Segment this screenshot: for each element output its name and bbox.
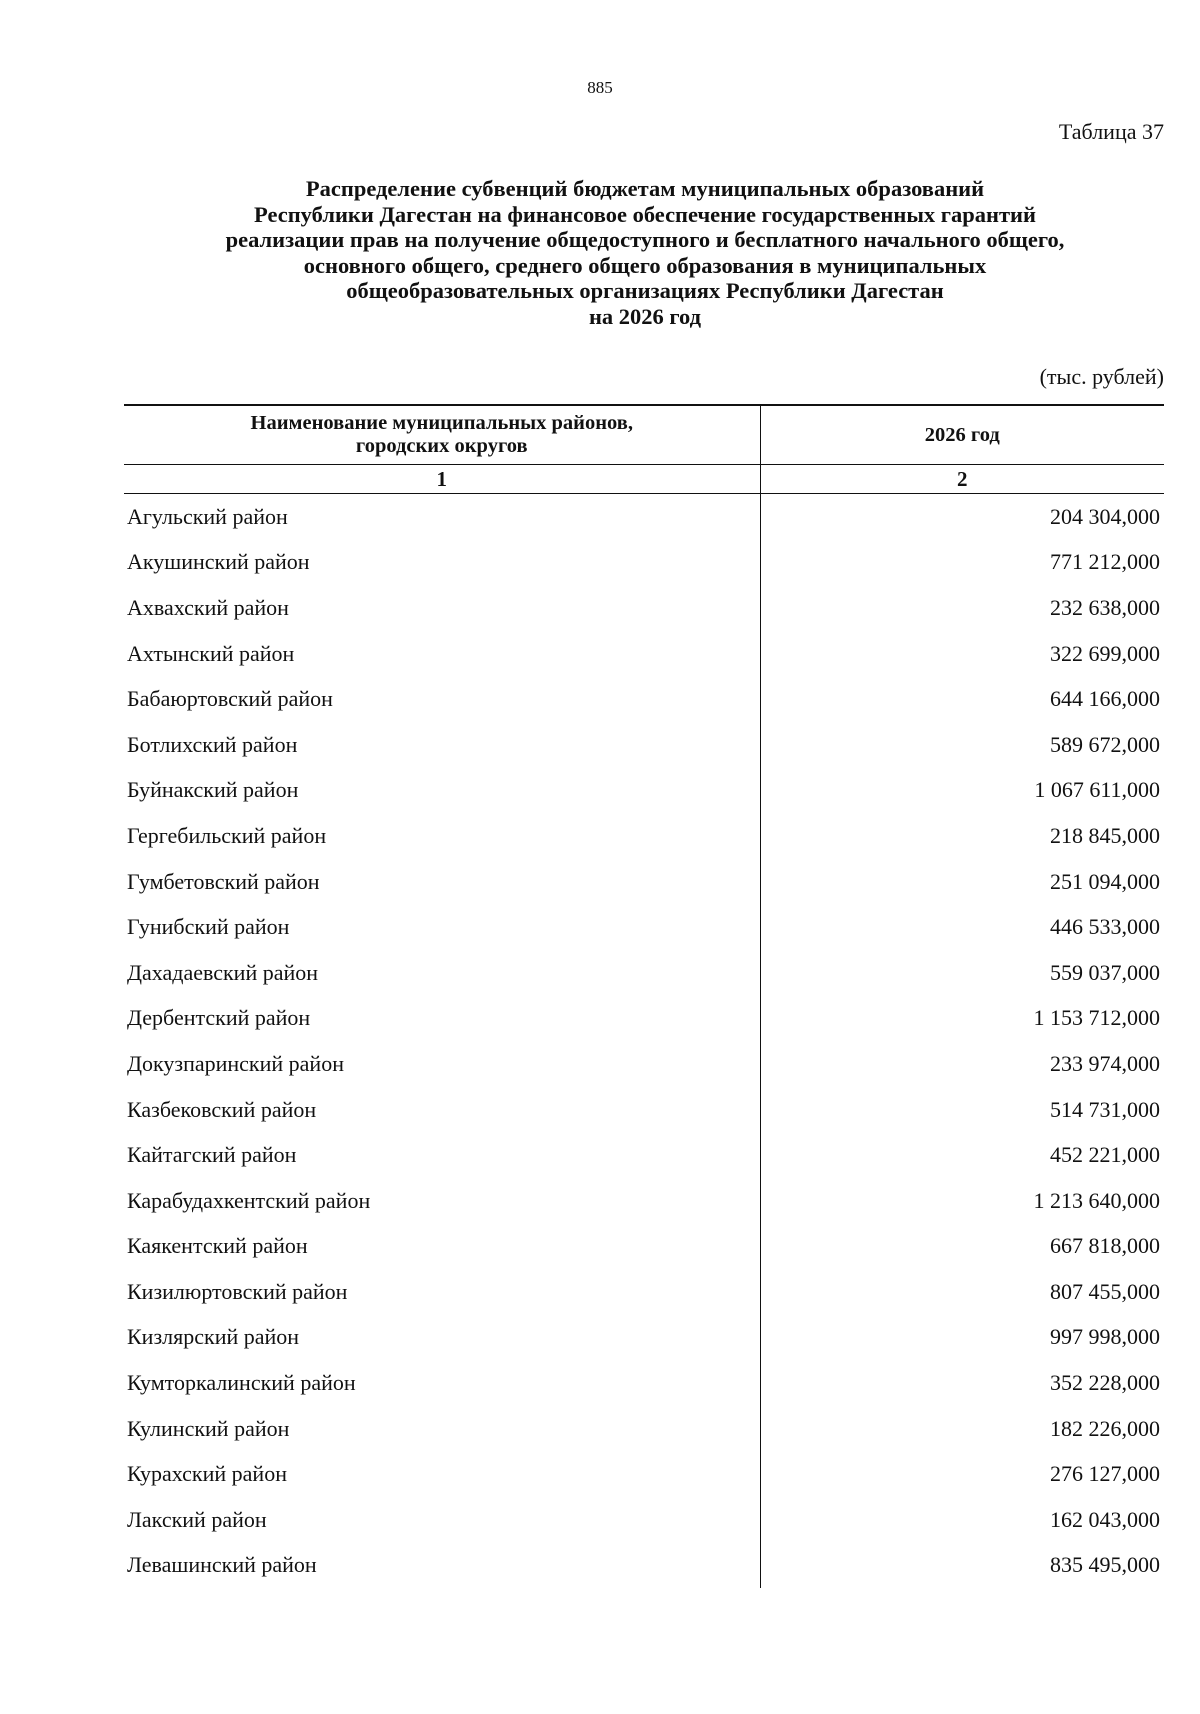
table-row bbox=[124, 1041, 1164, 1087]
table-row bbox=[124, 1178, 1164, 1224]
subvention-amount: 589 672,000 bbox=[1050, 731, 1160, 757]
district-name: Кизилюртовский район bbox=[124, 1269, 760, 1315]
table-row bbox=[124, 1224, 1164, 1270]
district-name: Гергебильский район bbox=[124, 813, 760, 859]
subvention-amount: 1 153 712,000 bbox=[1033, 1005, 1160, 1031]
district-name: Курахский район bbox=[124, 1451, 760, 1497]
table-column-number-row bbox=[124, 465, 1164, 494]
table-row bbox=[124, 631, 1164, 677]
table-row bbox=[124, 1497, 1164, 1543]
title-line: основного общего, среднего общего образования в муниципальных bbox=[303, 252, 987, 278]
title-line: на 2026 год bbox=[588, 303, 702, 329]
distribution-table bbox=[124, 404, 1164, 1588]
table-row bbox=[124, 540, 1164, 586]
district-name: Докузпаринский район bbox=[124, 1041, 760, 1087]
page-number: 885 bbox=[587, 78, 613, 97]
subvention-amount: 446 533,000 bbox=[1050, 914, 1160, 940]
subvention-amount: 1 213 640,000 bbox=[1033, 1187, 1160, 1213]
document-title bbox=[120, 176, 1170, 329]
table-row bbox=[124, 722, 1164, 768]
district-name: Кайтагский район bbox=[124, 1132, 760, 1178]
table-row bbox=[124, 1087, 1164, 1133]
subvention-amount: 559 037,000 bbox=[1050, 959, 1160, 985]
subvention-amount: 835 495,000 bbox=[1050, 1552, 1160, 1578]
subvention-amount: 251 094,000 bbox=[1050, 868, 1160, 894]
table-row bbox=[124, 1315, 1164, 1361]
table-row bbox=[124, 494, 1164, 540]
title-line: Распределение субвенций бюджетам муниципальных образований bbox=[305, 176, 985, 201]
header-name-line2: городских округов bbox=[355, 435, 528, 457]
district-name: Кумторкалинский район bbox=[124, 1360, 760, 1406]
subvention-amount: 807 455,000 bbox=[1050, 1278, 1160, 1304]
subvention-amount: 182 226,000 bbox=[1050, 1415, 1160, 1441]
distribution-table-container bbox=[124, 404, 1164, 1588]
district-name: Кулинский район bbox=[124, 1406, 760, 1452]
table-row bbox=[124, 996, 1164, 1042]
table-row bbox=[124, 1360, 1164, 1406]
district-name: Казбековский район bbox=[124, 1087, 760, 1133]
district-name: Ахвахский район bbox=[124, 585, 760, 631]
title-line: Республики Дагестан на финансовое обеспечение государственных гарантий bbox=[254, 201, 1036, 227]
table-row bbox=[124, 859, 1164, 905]
table-row bbox=[124, 1406, 1164, 1452]
subvention-amount: 997 998,000 bbox=[1050, 1324, 1160, 1350]
district-name: Гунибский район bbox=[124, 904, 760, 950]
district-name: Дахадаевский район bbox=[124, 950, 760, 996]
subvention-amount: 771 212,000 bbox=[1050, 549, 1160, 575]
district-name: Гумбетовский район bbox=[124, 859, 760, 905]
table-row bbox=[124, 676, 1164, 722]
district-name: Буйнакский район bbox=[124, 768, 760, 814]
table-header-row bbox=[124, 405, 1164, 465]
district-name: Лакский район bbox=[124, 1497, 760, 1543]
subvention-amount: 276 127,000 bbox=[1050, 1461, 1160, 1487]
subvention-amount: 162 043,000 bbox=[1050, 1506, 1160, 1532]
table-row bbox=[124, 1451, 1164, 1497]
column-number-2: 2 bbox=[760, 465, 1164, 494]
table-row bbox=[124, 768, 1164, 814]
subvention-amount: 232 638,000 bbox=[1050, 594, 1160, 620]
district-name: Ахтынский район bbox=[124, 631, 760, 677]
table-label: Таблица 37 bbox=[1058, 119, 1164, 144]
district-name: Карабудахкентский район bbox=[124, 1178, 760, 1224]
header-name-line1: Наименование муниципальных районов, bbox=[250, 412, 633, 434]
subvention-amount: 667 818,000 bbox=[1050, 1233, 1160, 1259]
table-body bbox=[124, 494, 1164, 1589]
table-row bbox=[124, 904, 1164, 950]
subvention-amount: 644 166,000 bbox=[1050, 686, 1160, 712]
district-name: Дербентский район bbox=[124, 996, 760, 1042]
header-name bbox=[124, 405, 760, 465]
units-label: (тыс. рублей) bbox=[1039, 364, 1164, 389]
table-row bbox=[124, 1543, 1164, 1589]
subvention-amount: 322 699,000 bbox=[1050, 640, 1160, 666]
district-name: Кизлярский район bbox=[124, 1315, 760, 1361]
district-name: Акушинский район bbox=[124, 540, 760, 586]
table-row bbox=[124, 1269, 1164, 1315]
subvention-amount: 452 221,000 bbox=[1050, 1142, 1160, 1168]
district-name: Левашинский район bbox=[124, 1543, 760, 1589]
table-row bbox=[124, 813, 1164, 859]
district-name: Агульский район bbox=[124, 494, 760, 540]
table-row bbox=[124, 1132, 1164, 1178]
subvention-amount: 218 845,000 bbox=[1050, 822, 1160, 848]
title-line: реализации прав на получение общедоступного и бесплатного начального общего, bbox=[225, 227, 1065, 252]
subvention-amount: 233 974,000 bbox=[1050, 1050, 1160, 1076]
subvention-amount: 204 304,000 bbox=[1050, 503, 1160, 529]
district-name: Каякентский район bbox=[124, 1224, 760, 1270]
subvention-amount: 514 731,000 bbox=[1050, 1096, 1160, 1122]
table-row bbox=[124, 585, 1164, 631]
title-line: общеобразовательных организациях Республики Дагестан bbox=[346, 278, 944, 303]
subvention-amount: 1 067 611,000 bbox=[1034, 777, 1160, 803]
column-number-1: 1 bbox=[124, 465, 760, 494]
subvention-amount: 352 228,000 bbox=[1050, 1370, 1160, 1396]
table-row bbox=[124, 950, 1164, 996]
district-name: Ботлихский район bbox=[124, 722, 760, 768]
district-name: Бабаюртовский район bbox=[124, 676, 760, 722]
header-year: 2026 год bbox=[760, 405, 1164, 465]
